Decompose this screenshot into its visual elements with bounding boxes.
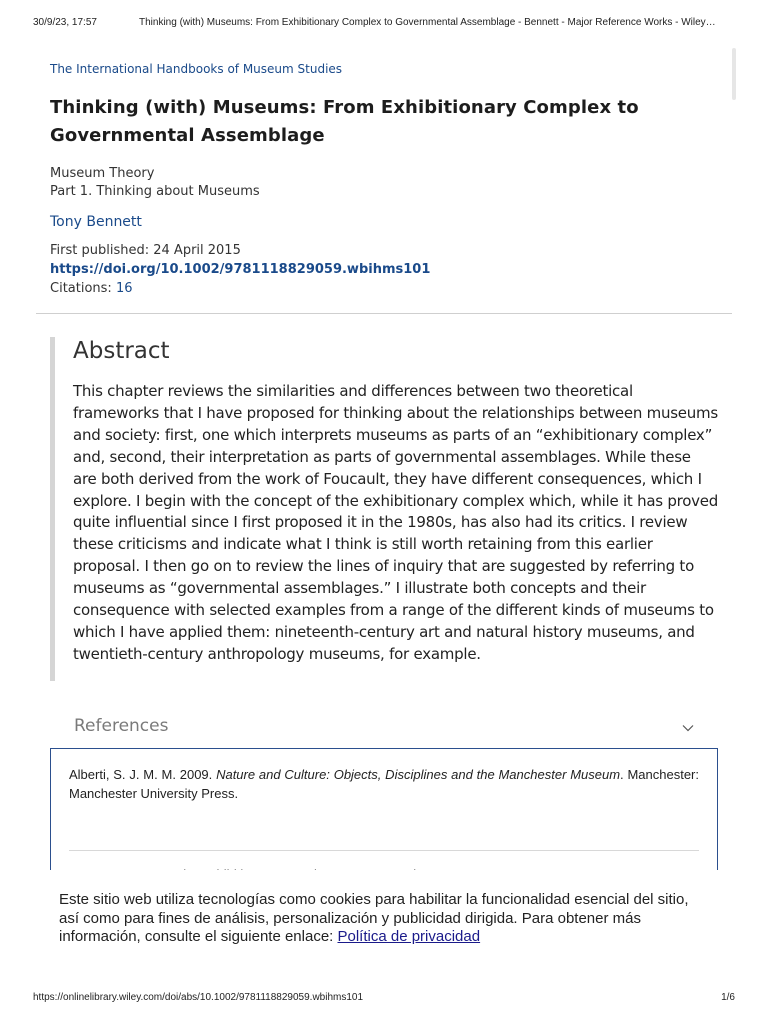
cookie-banner [0, 870, 768, 958]
series-link[interactable]: The International Handbooks of Museum Studies [50, 62, 343, 76]
book-title: Museum Theory [50, 166, 155, 181]
cookie-text [59, 891, 708, 947]
print-date: 30/9/23, 17:57 [33, 17, 97, 28]
first-published-label: First published: [50, 243, 150, 258]
reference-authors: Alberti, S. J. M. M. 2009. [69, 767, 217, 782]
first-published [50, 241, 718, 260]
reference-publisher: . Manchester: Manchester University Press. [69, 767, 699, 801]
references-toggle[interactable] [74, 716, 694, 742]
chevron-down-icon [682, 722, 694, 734]
abstract-text: This chapter reviews the similarities and differences between two theoretical frameworks that I have proposed for thinking about the relationships between museums and society: first, one which interprets museums as parts of an “exhibitionary complex” and, second, their interpretation as parts of governmental assemblages. While these are both derived from the work of Foucault, they have different consequences, which I explore. I begin with the concept of the exhibitionary complex which, while it has proved quite influential since I first proposed it in the 1980s, has also had its critics. I review these criticisms and indicate what I think is still worth retaining from this earlier proposal. I then go on to review the lines of inquiry that are suggested by referring to museums as “governmental assemblages.” I illustrate both concepts and their consequence with selected examples from a range of the different kinds of museums to which I have applied them: nineteenth-century art and natural history museums, and twentieth-century anthropology museums, for example. [73, 382, 719, 663]
abstract-heading: Abstract [73, 338, 170, 364]
article-title: Thinking (with) Museums: From Exhibitionary Complex to Governmental Assemblage [50, 97, 639, 146]
reference-title: Nature and Culture: Objects, Disciplines and the Manchester Museum [216, 767, 621, 782]
citations-count-link[interactable]: 16 [115, 281, 133, 296]
reference-divider [69, 850, 699, 851]
publication-info [50, 241, 718, 298]
privacy-policy-link[interactable]: Política de privacidad [337, 928, 481, 945]
references-list [50, 748, 718, 888]
citations [50, 279, 718, 298]
abstract-section [50, 337, 718, 681]
print-url: https://onlinelibrary.wiley.com/doi/abs/10.1002/9781118829059.wbihms101 [33, 992, 364, 1003]
print-page-number: 1/6 [721, 992, 735, 1003]
print-header [33, 14, 735, 30]
book-part: Part 1. Thinking about Museums [50, 184, 260, 199]
print-footer [33, 992, 735, 1006]
cookie-message: Este sitio web utiliza tecnologías como cookies para habilitar la funcionalidad esencial del sitio, así como para fines de análisis, personalización y publicidad dirigida. Para obtener más información, consulte el siguiente enlace: [59, 891, 689, 945]
author-link[interactable]: Tony Bennett [50, 214, 142, 230]
scrollbar[interactable] [732, 48, 736, 100]
reference-item [69, 765, 699, 803]
citations-label: Citations: [50, 281, 112, 296]
section-divider [36, 313, 732, 314]
article-header [50, 60, 718, 298]
references-heading: References [74, 716, 169, 736]
print-page-title: Thinking (with) Museums: From Exhibitionary Complex to Governmental Assemblage - Bennett - Major Reference Works - Wiley… [139, 17, 716, 28]
first-published-date: 24 April 2015 [153, 243, 241, 258]
doi-link[interactable]: https://doi.org/10.1002/9781118829059.wbihms101 [50, 262, 431, 277]
